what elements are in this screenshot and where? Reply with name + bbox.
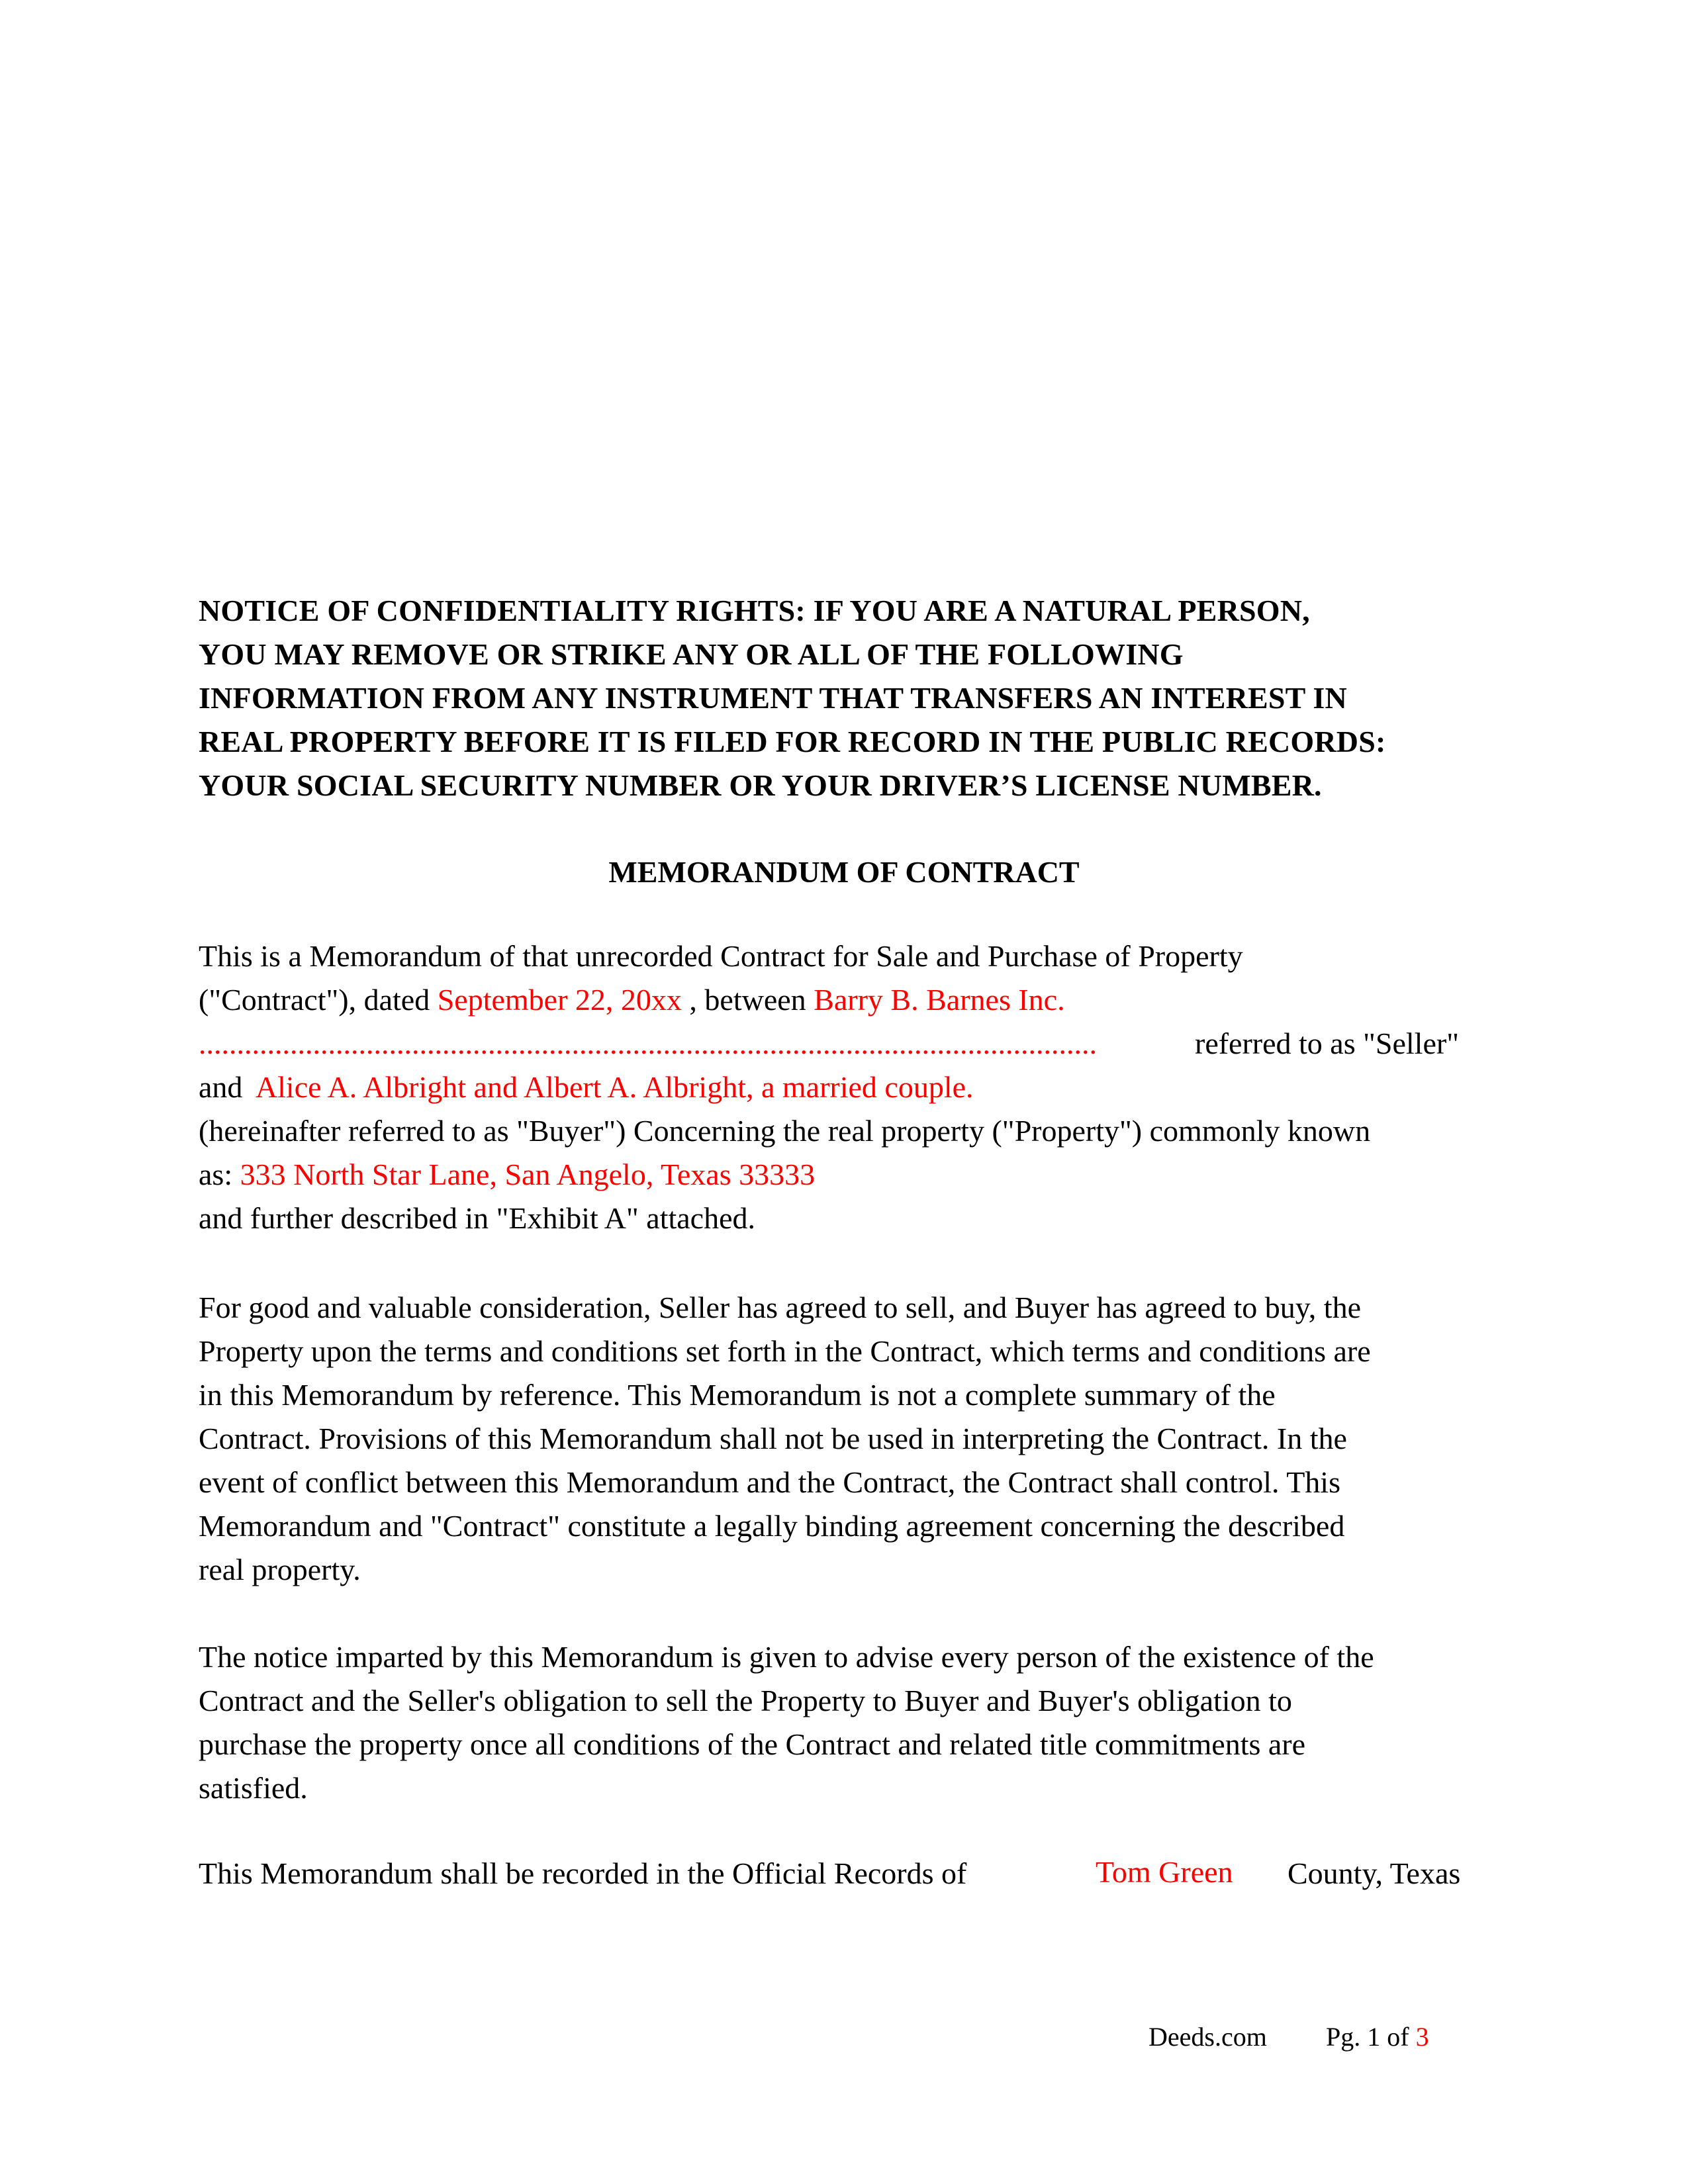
recording-prefix: This Memorandum shall be recorded in the Official Records of	[199, 1856, 967, 1890]
paragraph-line: real property.	[199, 1553, 361, 1586]
notice-line: YOU MAY REMOVE OR STRIKE ANY OR ALL OF THE FOLLOWING	[199, 637, 1184, 671]
buyer-line: (hereinafter referred to as "Buyer") Concerning the real property ("Property") commonly known	[199, 1114, 1371, 1148]
paragraph-line: Contract and the Seller's obligation to sell the Property to Buyer and Buyer's obligation to	[199, 1684, 1292, 1717]
paragraph-line: Memorandum and "Contract" constitute a legally binding agreement concerning the described	[199, 1509, 1345, 1543]
paragraph-line: satisfied.	[199, 1771, 308, 1805]
page-total: 3	[1415, 2022, 1429, 2052]
paragraph-line: in this Memorandum by reference. This Memorandum is not a complete summary of the	[199, 1378, 1276, 1412]
recording-suffix: County, Texas	[1288, 1856, 1461, 1890]
and-text: and	[199, 1070, 243, 1104]
paragraph-line: Property upon the terms and conditions set forth in the Contract, which terms and conditions are	[199, 1334, 1371, 1368]
document-title: MEMORANDUM OF CONTRACT	[608, 855, 1080, 889]
intro-line-2	[199, 980, 1065, 1020]
dated-prefix: ("Contract"), dated	[199, 983, 430, 1017]
notice-line: YOUR SOCIAL SECURITY NUMBER OR YOUR DRIVER’S LICENSE NUMBER.	[199, 768, 1322, 802]
seller-suffix: referred to as "Seller"	[1195, 1026, 1459, 1060]
paragraph-line: The notice imparted by this Memorandum is given to advise every person of the existence of the	[199, 1640, 1374, 1674]
seller-dotted-line: ......................................................................................................................	[199, 1026, 1097, 1060]
paragraph-line: event of conflict between this Memorandum and the Contract, the Contract shall control. This	[199, 1465, 1340, 1499]
buyer-name: Alice A. Albright and Albert A. Albright, a married couple.	[255, 1070, 974, 1104]
paragraph-line: Contract. Provisions of this Memorandum shall not be used in interpreting the Contract. In the	[199, 1422, 1347, 1455]
notice-line: REAL PROPERTY BEFORE IT IS FILED FOR RECORD IN THE PUBLIC RECORDS:	[199, 725, 1386, 758]
intro-line-4	[199, 1068, 974, 1107]
notice-line: INFORMATION FROM ANY INSTRUMENT THAT TRANSFERS AN INTEREST IN	[199, 681, 1347, 715]
paragraph-line: purchase the property once all conditions of the Contract and related title commitments are	[199, 1727, 1306, 1761]
contract-date: September 22, 20xx	[437, 983, 682, 1017]
paragraph-line: For good and valuable consideration, Seller has agreed to sell, and Buyer has agreed to buy, the	[199, 1291, 1361, 1324]
notice-line: NOTICE OF CONFIDENTIALITY RIGHTS: IF YOU ARE A NATURAL PERSON,	[199, 594, 1310, 627]
county-name: Tom Green	[1096, 1855, 1233, 1889]
as-label: as:	[199, 1158, 233, 1191]
between-text: , between	[689, 983, 806, 1017]
intro-line-1: This is a Memorandum of that unrecorded Contract for Sale and Purchase of Property	[199, 939, 1243, 973]
confidentiality-notice	[199, 589, 1386, 807]
seller-name: Barry B. Barnes Inc.	[814, 983, 1065, 1017]
exhibit-line: and further described in "Exhibit A" attached.	[199, 1201, 756, 1235]
notice-paragraph	[199, 1635, 1374, 1810]
intro-line-6	[199, 1155, 815, 1195]
property-address: 333 North Star Lane, San Angelo, Texas 33333	[240, 1158, 816, 1191]
consideration-paragraph	[199, 1286, 1371, 1592]
page-number	[1326, 2021, 1429, 2054]
page-prefix: Pg. 1 of	[1326, 2022, 1409, 2052]
footer-site: Deeds.com	[1149, 2022, 1267, 2052]
